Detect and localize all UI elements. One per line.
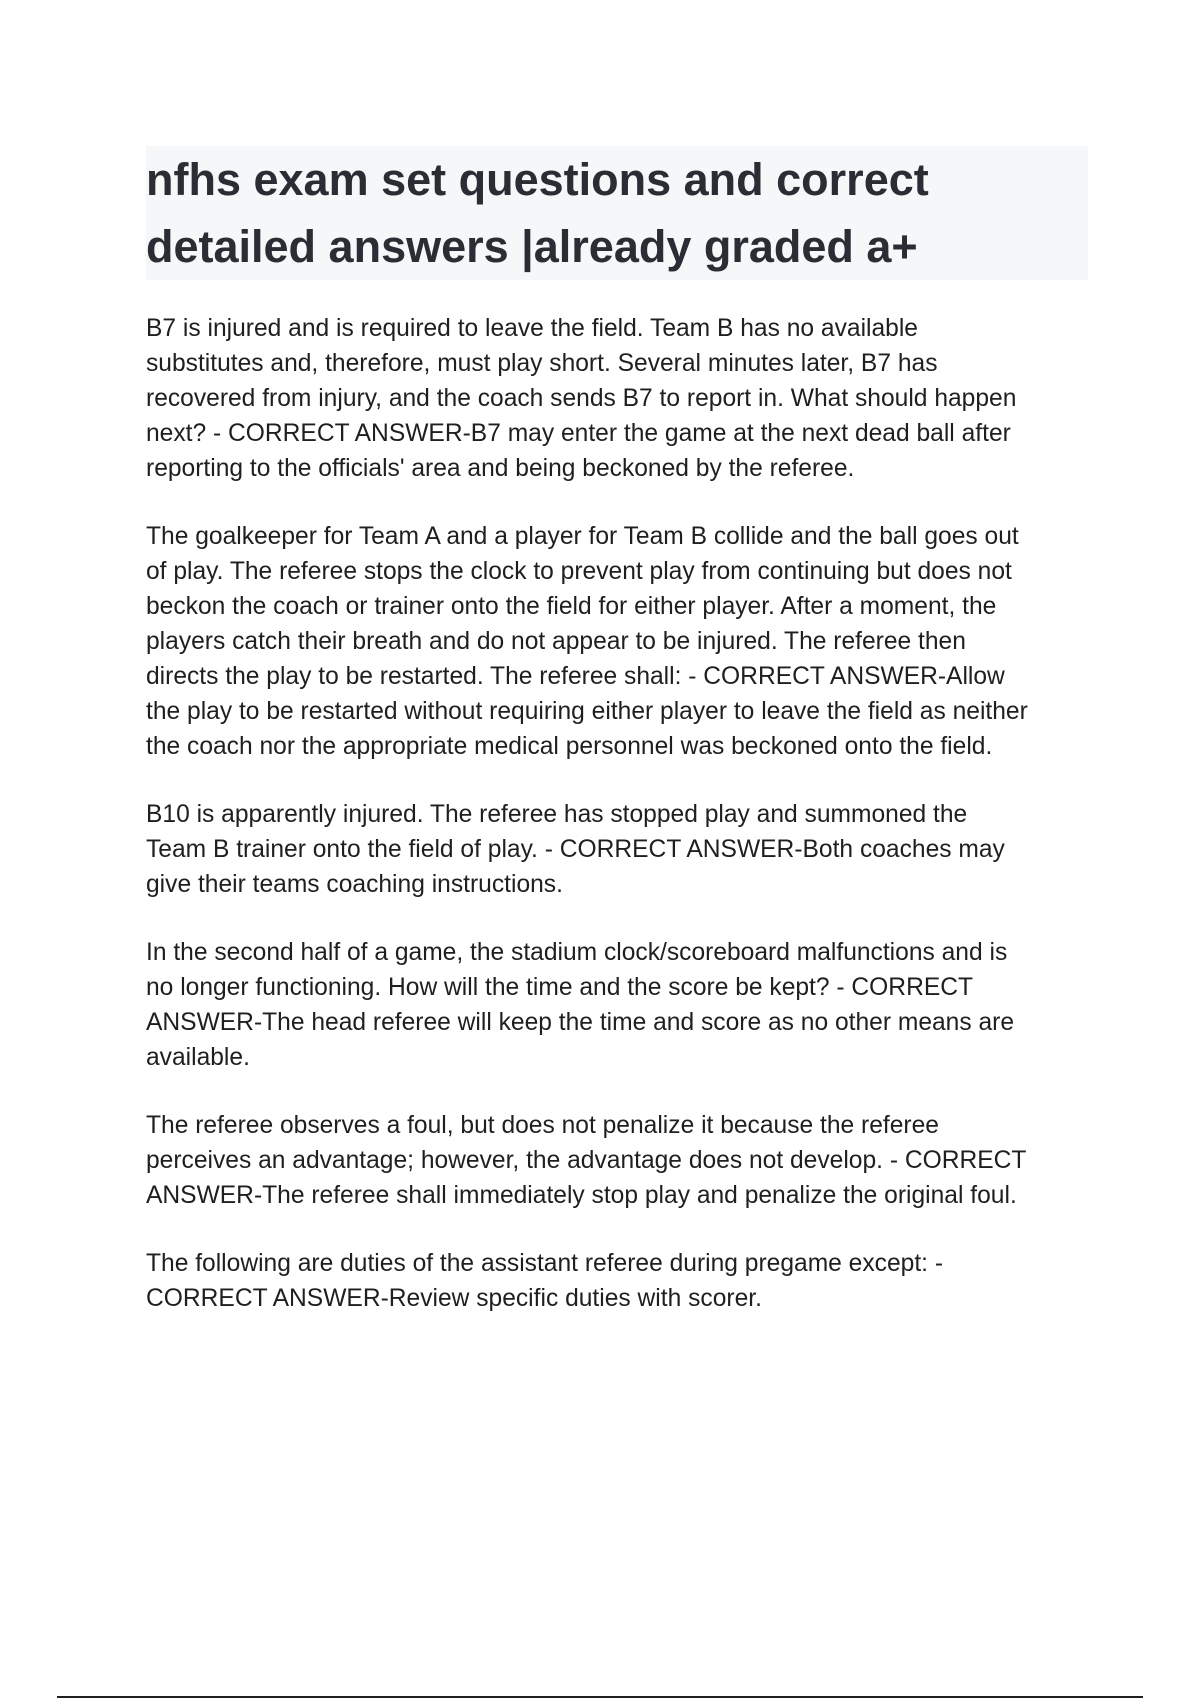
qa-line: next? - CORRECT ANSWER-B7 may enter the game at the next dead ball after bbox=[146, 420, 1011, 447]
qa-line: B7 is injured and is required to leave the field. Team B has no available bbox=[146, 315, 918, 342]
qa-line: available. bbox=[146, 1044, 250, 1071]
qa-line: The referee observes a foul, but does not penalize it because the referee bbox=[146, 1112, 939, 1139]
footer-divider bbox=[57, 1696, 1143, 1698]
qa-line: no longer functioning. How will the time and the score be kept? - CORRECT bbox=[146, 974, 974, 1001]
qa-line: of play. The referee stops the clock to prevent play from continuing but does not bbox=[146, 558, 1012, 585]
qa-line: players catch their breath and do not appear to be injured. The referee then bbox=[146, 628, 966, 655]
qa-line: ANSWER-The head referee will keep the time and score as no other means are bbox=[146, 1009, 1015, 1036]
qa-line: In the second half of a game, the stadium clock/scoreboard malfunctions and is bbox=[146, 939, 1008, 966]
qa-item-1 bbox=[146, 311, 1096, 486]
qa-item-3 bbox=[146, 797, 1096, 902]
title-line-1: nfhs exam set questions and correct bbox=[146, 154, 929, 205]
qa-line: Team B trainer onto the field of play. - CORRECT ANSWER-Both coaches may bbox=[146, 836, 1005, 863]
qa-list bbox=[146, 311, 1096, 1349]
qa-item-2 bbox=[146, 519, 1096, 764]
qa-line: beckon the coach or trainer onto the field for either player. After a moment, the bbox=[146, 593, 997, 620]
qa-item-4 bbox=[146, 935, 1096, 1075]
title-line-2: detailed answers |already graded a+ bbox=[146, 221, 918, 272]
qa-line: the play to be restarted without requiring either player to leave the field as neither bbox=[146, 698, 1028, 725]
qa-line: B10 is apparently injured. The referee has stopped play and summoned the bbox=[146, 801, 968, 828]
qa-line: give their teams coaching instructions. bbox=[146, 871, 563, 898]
qa-item-6 bbox=[146, 1246, 1096, 1316]
title-banner bbox=[146, 146, 1088, 280]
qa-line: reporting to the officials' area and being beckoned by the referee. bbox=[146, 455, 855, 482]
qa-line: substitutes and, therefore, must play short. Several minutes later, B7 has bbox=[146, 350, 938, 377]
qa-line: ANSWER-The referee shall immediately stop play and penalize the original foul. bbox=[146, 1182, 1017, 1209]
qa-line: The goalkeeper for Team A and a player for Team B collide and the ball goes out bbox=[146, 523, 1019, 550]
qa-line: perceives an advantage; however, the advantage does not develop. - CORRECT bbox=[146, 1147, 1027, 1174]
qa-line: directs the play to be restarted. The referee shall: - CORRECT ANSWER-Allow bbox=[146, 663, 1005, 690]
qa-line: The following are duties of the assistant referee during pregame except: - bbox=[146, 1250, 944, 1277]
qa-line: recovered from injury, and the coach sends B7 to report in. What should happen bbox=[146, 385, 1017, 412]
qa-line: CORRECT ANSWER-Review specific duties with scorer. bbox=[146, 1285, 762, 1312]
qa-line: the coach nor the appropriate medical personnel was beckoned onto the field. bbox=[146, 733, 993, 760]
qa-item-5 bbox=[146, 1108, 1096, 1213]
page-title bbox=[146, 146, 1088, 280]
